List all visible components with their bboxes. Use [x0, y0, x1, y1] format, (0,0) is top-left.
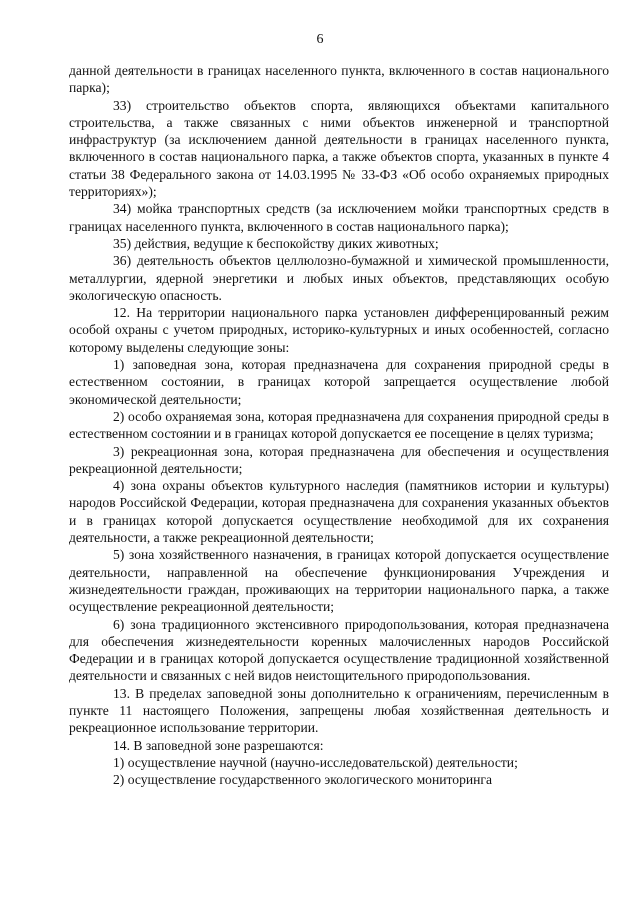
- document-body: [69, 62, 609, 788]
- paragraph: 1) осуществление научной (научно-исследовательской) деятельности;: [113, 754, 518, 770]
- paragraph: 3) рекреационная зона, которая предназначена для обеспечения и осуществления рекреационной деятельности;: [69, 443, 609, 476]
- paragraph: 1) заповедная зона, которая предназначена для сохранения природной среды в естественном состоянии, в границах которой запрещается осуществление любой экономической деятельности;: [69, 357, 609, 407]
- paragraph: 36) деятельность объектов целлюлозно-бумажной и химической промышленности, металлургии, ядерной энергетики и любых иных объектов, представляющих особую экологическую опасность.: [69, 253, 609, 303]
- page-number: 6: [316, 32, 324, 47]
- paragraph: 12. На территории национального парка установлен дифференцированный режим особой охраны с учетом природных, историко-культурных и иных особенностей, согласно которому выделены следующие зоны:: [69, 305, 609, 355]
- paragraph: 33) строительство объектов спорта, являющихся объектами капитального строительства, а также связанных с ними объектов инженерной и транспортной инфраструктур (за исключением данной деятельности в границах населенного пункта, включенного в состав национального парка, а также объектов спорта, указанных в пункте 4 статьи 38 Федерального закона от 14.03.1995 № 33-ФЗ «Об особо охраняемых природных территориях»);: [69, 97, 609, 200]
- paragraph: 4) зона охраны объектов культурного наследия (памятников истории и культуры) народов Российской Федерации, которая предназначена для сохранения указанных объектов и в границах которой допускается осуществление необходимой для их сохранения деятельности, а также рекреационной деятельности;: [69, 478, 609, 546]
- paragraph: 35) действия, ведущие к беспокойству диких животных;: [113, 235, 439, 251]
- paragraph: 34) мойка транспортных средств (за исключением мойки транспортных средств в границах населенного пункта, включенного в состав национального парка);: [69, 201, 609, 234]
- paragraph: 2) особо охраняемая зона, которая предназначена для сохранения природной среды в естественном состоянии и в границах которой допускается ее посещение в целях туризма;: [69, 408, 609, 442]
- paragraph: данной деятельности в границах населенного пункта, включенного в состав национального парка);: [69, 63, 609, 96]
- paragraph: 13. В пределах заповедной зоны дополнительно к ограничениям, перечисленным в пункте 11 настоящего Положения, запрещены любая хозяйственная деятельность и рекреационное использование территории.: [69, 685, 609, 736]
- paragraph: 14. В заповедной зоне разрешаются:: [113, 737, 324, 753]
- paragraph: 2) осуществление государственного экологического мониторинга: [113, 772, 493, 788]
- paragraph: 5) зона хозяйственного назначения, в границах которой допускается осуществление деятельности, направленной на обеспечение функционирования Учреждения и жизнедеятельности граждан, проживающих на территории национального парка, а также осуществление рекреационной деятельности;: [69, 547, 609, 615]
- paragraph: 6) зона традиционного экстенсивного природопользования, которая предназначена для обеспечения жизнедеятельности коренных малочисленных народов Российской Федерации и в границах которой допускается осуществление традиционной хозяйственной деятельности и связанных с ней видов неистощительного природопользования.: [69, 616, 609, 684]
